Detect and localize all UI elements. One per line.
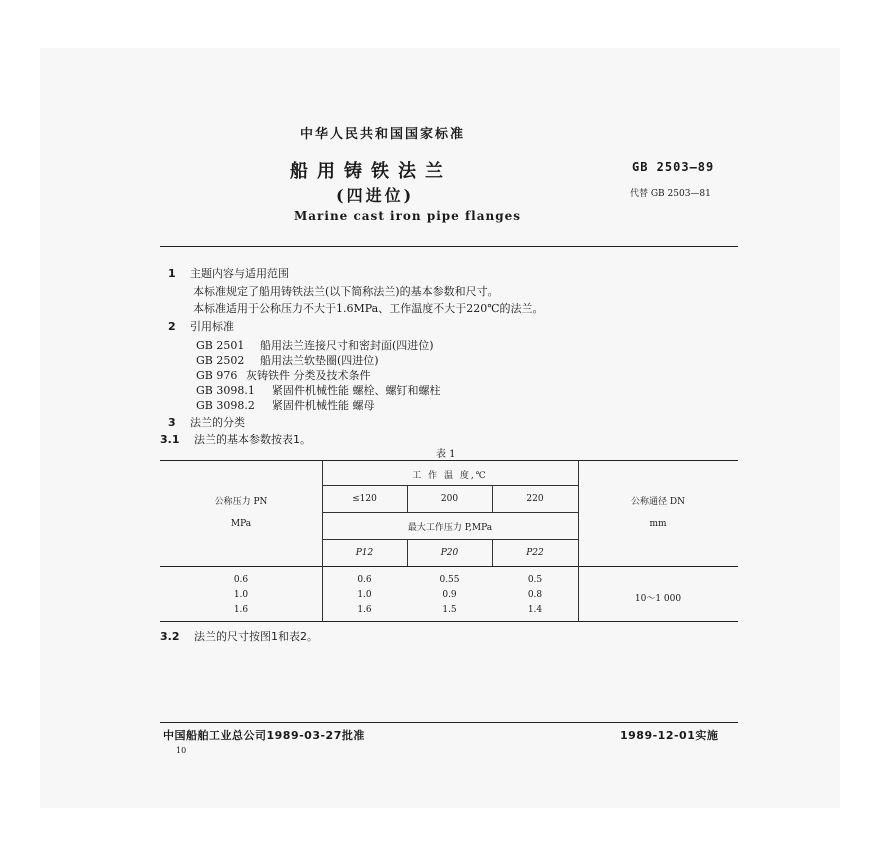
p-label: P20 (440, 548, 459, 558)
reference-title: 紧固件机械性能 螺栓、螺钉和螺柱 (272, 384, 441, 397)
section-title: 法兰的分类 (190, 416, 245, 429)
replaces-note: 代替 GB 2503—81 (630, 189, 711, 199)
table-cell-pn: 1.0 (233, 590, 249, 600)
page-title: 船用铸铁法兰 (290, 161, 452, 182)
table-cell: 0.5 (527, 575, 543, 585)
table-cell: 0.6 (357, 575, 372, 585)
table-cell-pn: 0.6 (233, 575, 249, 585)
reference-code: GB 976 (196, 369, 238, 382)
section-1-paragraph-1: 本标准规定了船用铸铁法兰(以下简称法兰)的基本参数和尺寸。 (193, 285, 499, 298)
reference-item (196, 337, 434, 353)
section-title: 引用标准 (190, 320, 234, 333)
table-cell: 1.5 (442, 605, 457, 615)
national-standard-label: 中华人民共和国国家标准 (300, 127, 466, 142)
reference-title: 船用法兰连接尺寸和密封面(四进位) (260, 339, 434, 352)
p-label: P12 (355, 548, 374, 558)
table-cell: 1.6 (357, 605, 372, 615)
clause-text: 法兰的基本参数按表1。 (194, 433, 311, 446)
page-number: 10 (176, 746, 187, 755)
table-bottom-border (160, 621, 738, 622)
temperature-header: 工 作 温 度,℃ (412, 471, 488, 481)
clause-3-1 (160, 431, 311, 447)
table-cell: 0.8 (527, 590, 543, 600)
table-cell: 1.0 (357, 590, 372, 600)
diameter-unit: mm (649, 519, 667, 529)
table-caption: 表 1 (436, 449, 456, 460)
clause-text: 法兰的尺寸按图1和表2。 (194, 630, 318, 643)
reference-code: GB 2501 (196, 339, 245, 352)
approval-note: 中国船舶工业总公司1989-03-27批准 (163, 729, 365, 742)
max-pressure-header: 最大工作压力 P,MPa (407, 523, 493, 533)
section-1-heading (168, 265, 289, 281)
effective-date: 1989-12-01实施 (620, 729, 719, 742)
p-label: P22 (526, 548, 544, 558)
temp-value: 200 (440, 494, 459, 504)
reference-title: 灰铸铁件 分类及技术条件 (246, 369, 371, 382)
section-number: 1 (168, 267, 176, 280)
temp-value: ≤120 (352, 494, 377, 504)
page-subtitle: (四进位) (336, 186, 415, 205)
reference-code: GB 2502 (196, 354, 245, 367)
clause-3-2 (160, 628, 318, 644)
footer-divider (160, 722, 738, 723)
english-title: Marine cast iron pipe flanges (294, 209, 521, 223)
reference-title: 船用法兰软垫圈(四进位) (260, 354, 379, 367)
reference-item (196, 382, 441, 398)
reference-item (196, 352, 379, 368)
section-2-heading (168, 318, 234, 334)
section-number: 2 (168, 320, 176, 333)
header-divider (160, 246, 738, 247)
standard-code: GB 2503—89 (632, 160, 715, 174)
section-title: 主题内容与适用范围 (190, 267, 289, 280)
reference-item (196, 367, 371, 383)
reference-title: 紧固件机械性能 螺母 (272, 399, 375, 412)
parameter-table (160, 461, 738, 621)
section-number: 3 (168, 416, 176, 429)
table-cell-pn: 1.6 (233, 605, 249, 615)
table-cell: 0.9 (442, 590, 457, 600)
reference-code: GB 3098.2 (196, 399, 255, 412)
reference-code: GB 3098.1 (196, 384, 255, 397)
pressure-unit: MPa (230, 519, 252, 529)
diameter-header: 公称通径 DN (631, 497, 685, 507)
pressure-header: 公称压力 PN (214, 497, 268, 507)
table-cell: 0.55 (439, 575, 460, 585)
section-1-paragraph-2: 本标准适用于公称压力不大于1.6MPa、工作温度不大于220℃的法兰。 (193, 302, 544, 315)
table-cell-dn-range: 10～1 000 (634, 594, 682, 604)
table-cell: 1.4 (527, 605, 543, 615)
section-3-heading (168, 414, 245, 430)
reference-item (196, 397, 375, 413)
clause-number: 3.1 (160, 433, 180, 446)
clause-number: 3.2 (160, 630, 180, 643)
temp-value: 220 (526, 494, 544, 504)
